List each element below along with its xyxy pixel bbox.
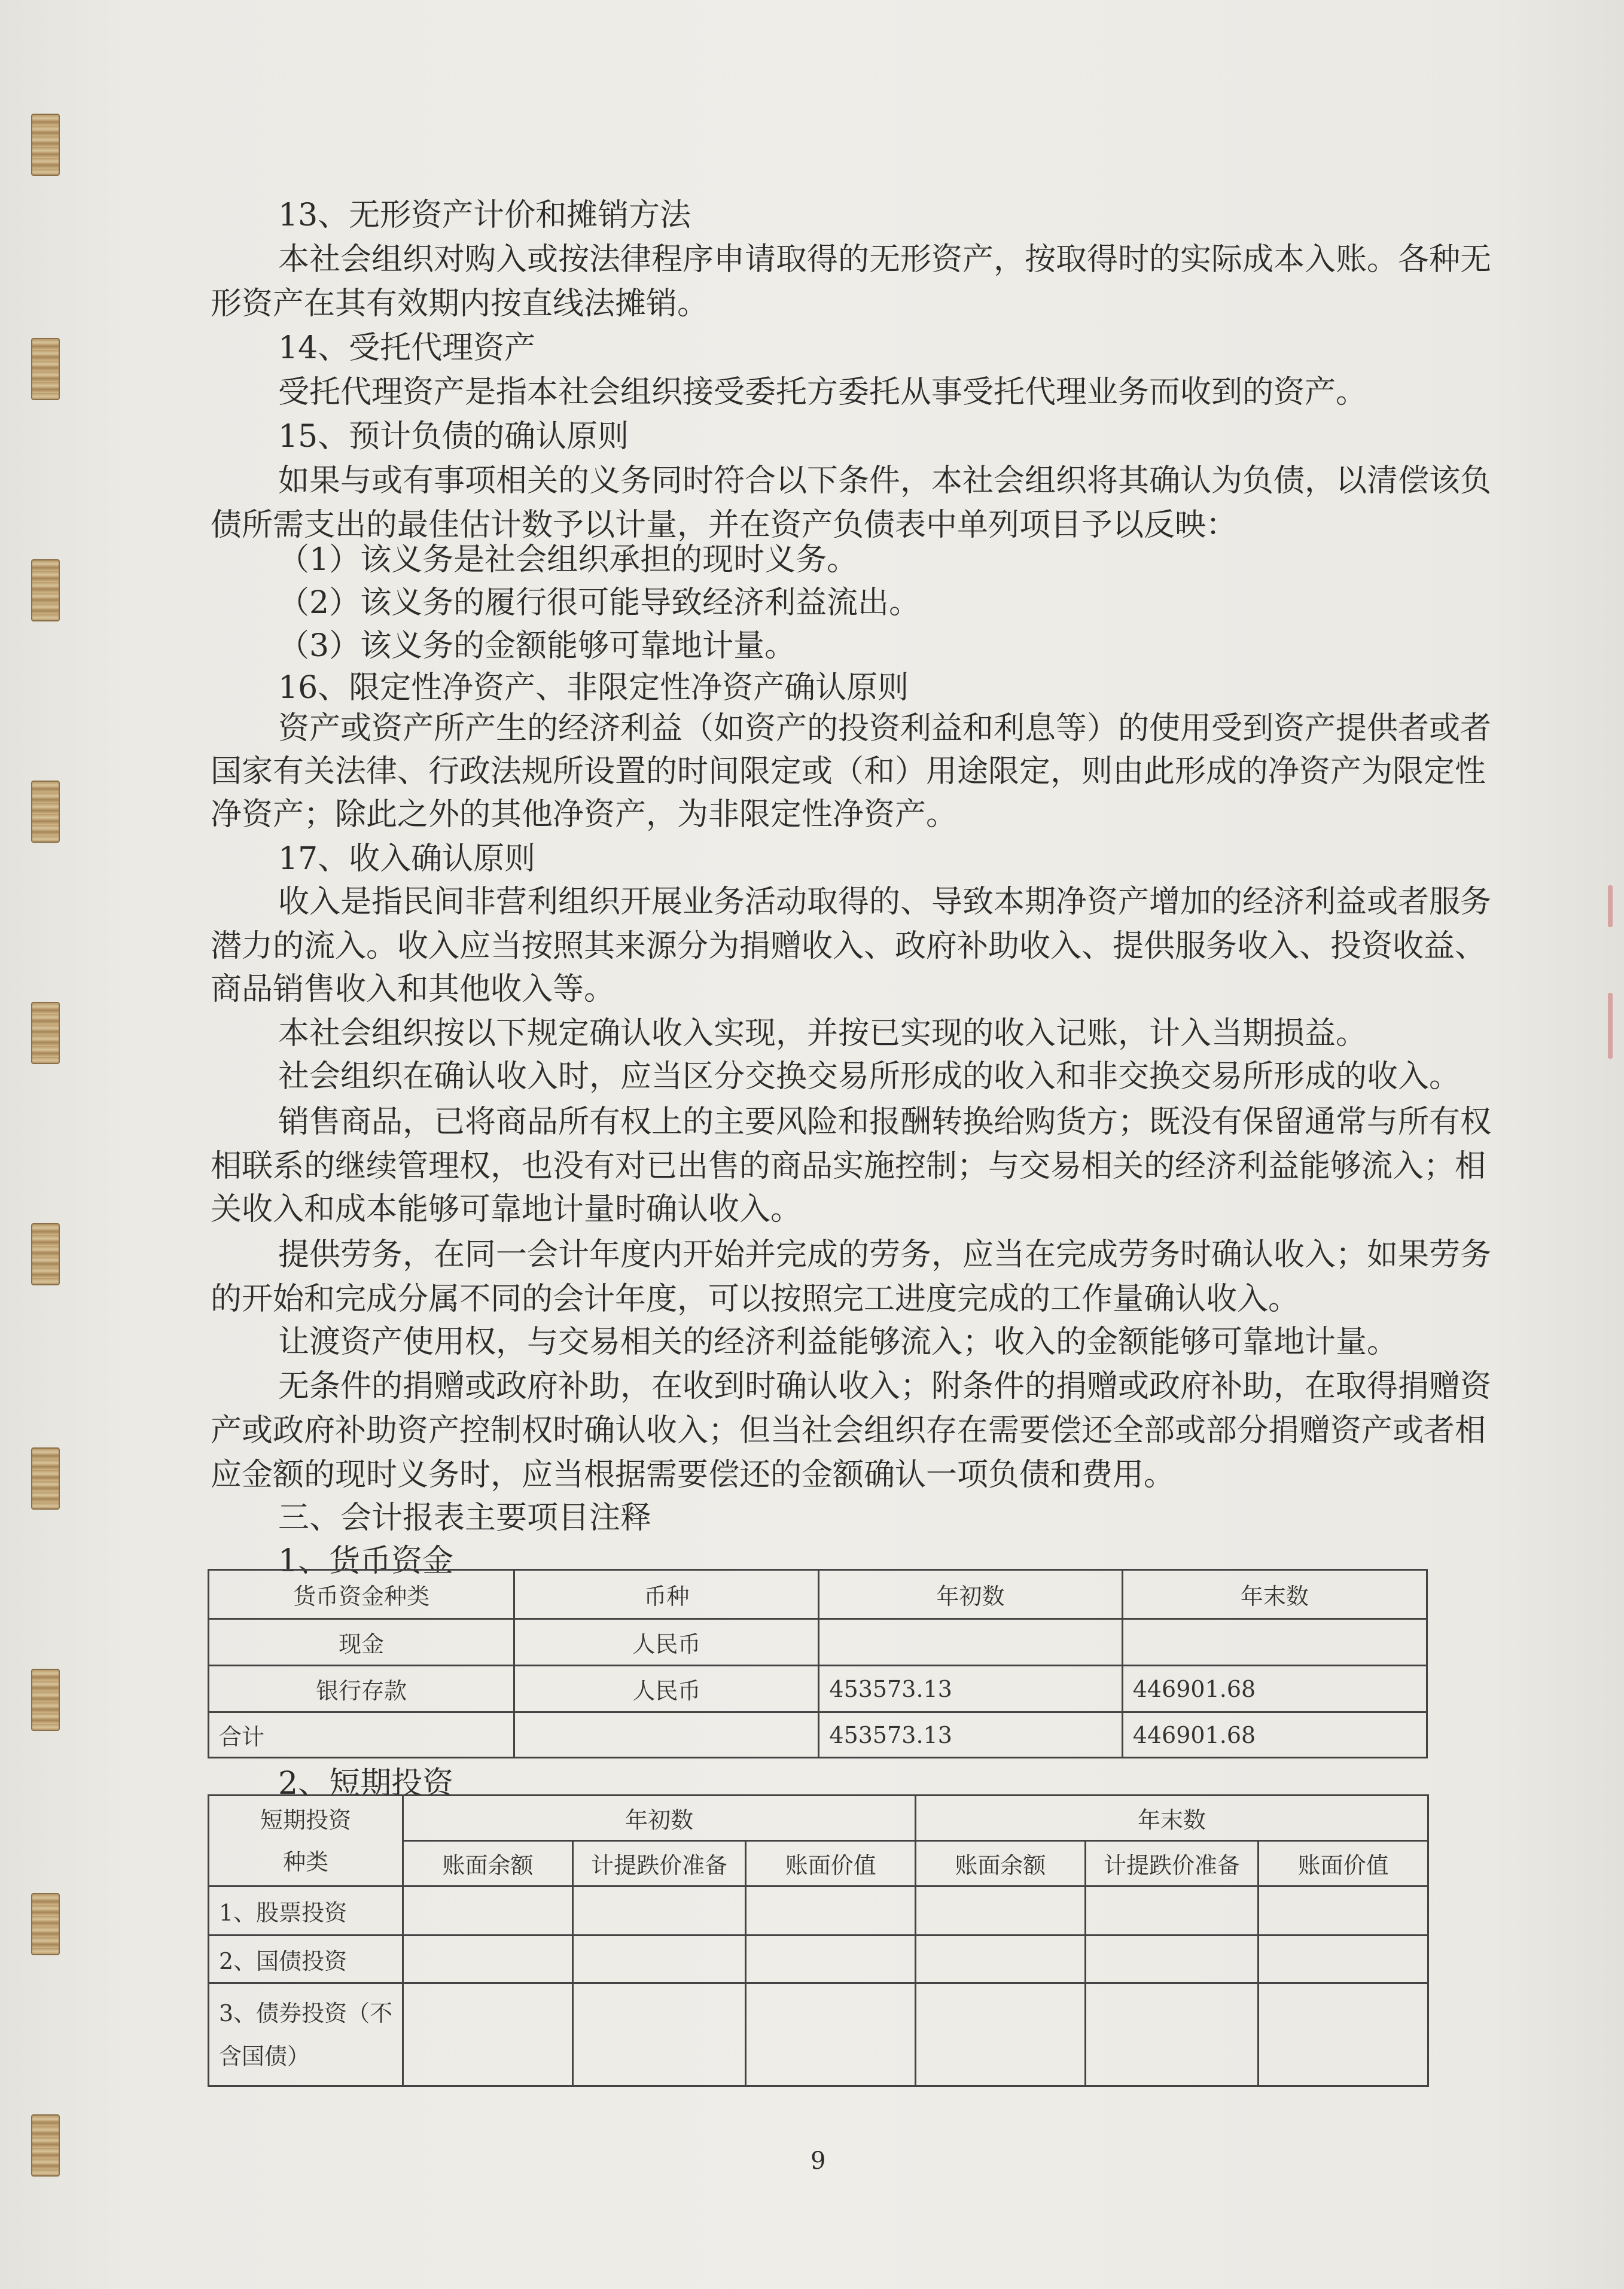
row-label-line: 3、债券投资（不: [219, 2000, 393, 2026]
cell-begin: 453573.13: [819, 1712, 1122, 1758]
paragraph-line: 收入是指民间非营利组织开展业务活动取得的、导致本期净资产增加的经济利益或者服务: [278, 884, 1492, 920]
paragraph-line: 潜力的流入。收入应当按照其来源分为捐赠收入、政府补助收入、提供服务收入、投资收益、: [211, 928, 1486, 964]
list-item: （1）该义务是社会组织承担的现时义务。: [278, 542, 858, 578]
page-number: 9: [811, 2147, 826, 2175]
header-end: 年末数: [1122, 1570, 1427, 1619]
binding-hole: [31, 1223, 60, 1285]
empty-cell: [916, 1983, 1086, 2086]
header-group-begin: 年初数: [403, 1796, 916, 1841]
cell-begin: [819, 1619, 1122, 1666]
section-16-title: 16、限定性净资产、非限定性净资产确认原则: [278, 670, 909, 706]
empty-cell: [916, 1886, 1086, 1936]
table-row: [209, 1619, 1427, 1666]
header-group-end: 年末数: [916, 1796, 1428, 1841]
cell-currency: [514, 1712, 819, 1758]
header-cash-type: 货币资金种类: [209, 1570, 514, 1619]
section-15-title: 15、预计负债的确认原则: [278, 419, 629, 455]
table-header-row: [209, 1570, 1427, 1619]
row-label: 1、股票投资: [209, 1886, 403, 1936]
paragraph-line: 商品销售收入和其他收入等。: [211, 971, 616, 1007]
binding-hole: [31, 114, 60, 176]
binding-hole: [31, 338, 60, 400]
header-type-line: 短期投资: [260, 1806, 352, 1833]
section-17-title: 17、收入确认原则: [278, 841, 536, 877]
subheader-cell: 账面价值: [1259, 1841, 1428, 1886]
empty-cell: [746, 1886, 916, 1936]
empty-cell: [916, 1936, 1086, 1983]
table-row: [209, 1712, 1427, 1758]
empty-cell: [403, 1886, 573, 1936]
paragraph-line: 净资产；除此之外的其他净资产，为非限定性净资产。: [211, 797, 958, 833]
binding-hole: [31, 1447, 60, 1510]
section-14-title: 14、受托代理资产: [278, 330, 536, 366]
paragraph-line: 资产或资产所产生的经济利益（如资产的投资利益和利息等）的使用受到资产提供者或者: [278, 711, 1492, 746]
table-row: [209, 1666, 1427, 1712]
edge-stain: [1608, 993, 1613, 1059]
row-label-line: 含国债）: [219, 2043, 310, 2069]
empty-cell: [1259, 1936, 1428, 1983]
binding-hole: [31, 1893, 60, 1955]
paragraph-line: 提供劳务，在同一会计年度内开始并完成的劳务，应当在完成劳务时确认收入；如果劳务: [278, 1237, 1492, 1273]
binding-hole: [31, 559, 60, 621]
paragraph-line: 国家有关法律、行政法规所设置的时间限定或（和）用途限定，则由此形成的净资产为限定性: [211, 754, 1486, 790]
section-3-title: 三、会计报表主要项目注释: [278, 1500, 652, 1536]
binding-hole: [31, 1002, 60, 1064]
binding-hole: [31, 781, 60, 843]
cell-begin: 453573.13: [819, 1666, 1122, 1712]
paragraph-line: 如果与或有事项相关的义务同时符合以下条件，本社会组织将其确认为负债，以清偿该负: [278, 463, 1492, 499]
row-label: 2、国债投资: [209, 1936, 403, 1983]
empty-cell: [403, 1983, 573, 2086]
empty-cell: [746, 1983, 916, 2086]
paragraph-line: 关收入和成本能够可靠地计量时确认收入。: [211, 1191, 802, 1227]
paragraph-line: 本社会组织对购入或按法律程序申请取得的无形资产，按取得时的实际成本入账。各种无: [278, 242, 1492, 278]
table-row: [209, 1983, 1428, 2086]
paragraph-line: 社会组织在确认收入时，应当区分交换交易所形成的收入和非交换交易所形成的收入。: [278, 1059, 1461, 1095]
subheader-cell: 账面余额: [916, 1841, 1086, 1886]
empty-cell: [572, 1886, 746, 1936]
cell-end: 446901.68: [1122, 1712, 1427, 1758]
empty-cell: [403, 1936, 573, 1983]
empty-cell: [746, 1936, 916, 1983]
empty-cell: [1085, 1983, 1259, 2086]
cell-end: [1122, 1619, 1427, 1666]
paragraph-line: 的开始和完成分属不同的会计年度，可以按照完工进度完成的工作量确认收入。: [211, 1281, 1300, 1317]
paragraph-line: 无条件的捐赠或政府补助，在收到时确认收入；附条件的捐赠或政府补助，在取得捐赠资: [278, 1368, 1492, 1404]
table-header-row: [209, 1796, 1428, 1841]
empty-cell: [572, 1983, 746, 2086]
paragraph-line: 本社会组织按以下规定确认收入实现，并按已实现的收入记账，计入当期损益。: [278, 1016, 1367, 1051]
list-item: （3）该义务的金额能够可靠地计量。: [278, 628, 796, 664]
edge-stain: [1608, 885, 1613, 927]
empty-cell: [1085, 1886, 1259, 1936]
paragraph-line: 受托代理资产是指本社会组织接受委托方委托从事受托代理业务而收到的资产。: [278, 374, 1367, 410]
cell-type: 现金: [209, 1619, 514, 1666]
paragraph-line: 债所需支出的最佳估计数予以计量，并在资产负债表中单列项目予以反映：: [211, 507, 1238, 543]
cell-type: 合计: [209, 1712, 514, 1758]
paragraph-line: 形资产在其有效期内按直线法摊销。: [211, 286, 709, 322]
header-type-line: 种类: [283, 1848, 329, 1875]
table-row: [209, 1886, 1428, 1936]
paragraph-line: 相联系的继续管理权，也没有对已出售的商品实施控制；与交易相关的经济利益能够流入；相: [211, 1148, 1486, 1184]
empty-cell: [1259, 1886, 1428, 1936]
empty-cell: [1259, 1983, 1428, 2086]
section-13-title: 13、无形资产计价和摊销方法: [278, 197, 691, 233]
binding-hole: [31, 1669, 60, 1731]
empty-cell: [1085, 1936, 1259, 1983]
table-1-title: 1、货币资金: [278, 1543, 454, 1579]
table-2-title: 2、短期投资: [278, 1766, 454, 1802]
header-investment-type: [209, 1796, 403, 1886]
list-item: （2）该义务的履行很可能导致经济利益流出。: [278, 585, 921, 621]
short-term-investment-table: [208, 1794, 1429, 2087]
cell-type: 银行存款: [209, 1666, 514, 1712]
paragraph-line: 产或政府补助资产控制权时确认收入；但当社会组织存在需要偿还全部或部分捐赠资产或者相: [211, 1413, 1486, 1449]
empty-cell: [572, 1936, 746, 1983]
cash-table: [208, 1569, 1428, 1758]
header-currency: 币种: [514, 1570, 819, 1619]
cell-currency: 人民币: [514, 1619, 819, 1666]
subheader-cell: 计提跌价准备: [572, 1841, 746, 1886]
cell-end: 446901.68: [1122, 1666, 1427, 1712]
paragraph-line: 让渡资产使用权，与交易相关的经济利益能够流入；收入的金额能够可靠地计量。: [278, 1324, 1398, 1360]
subheader-cell: 账面余额: [403, 1841, 573, 1886]
row-label: [209, 1983, 403, 2086]
binding-hole: [31, 2114, 60, 2177]
subheader-cell: 计提跌价准备: [1085, 1841, 1259, 1886]
paragraph-line: 应金额的现时义务时，应当根据需要偿还的金额确认一项负债和费用。: [211, 1457, 1175, 1493]
table-row: [209, 1936, 1428, 1983]
cell-currency: 人民币: [514, 1666, 819, 1712]
paragraph-line: 销售商品，已将商品所有权上的主要风险和报酬转换给购货方；既没有保留通常与所有权: [278, 1104, 1492, 1140]
header-begin: 年初数: [819, 1570, 1122, 1619]
subheader-cell: 账面价值: [746, 1841, 916, 1886]
